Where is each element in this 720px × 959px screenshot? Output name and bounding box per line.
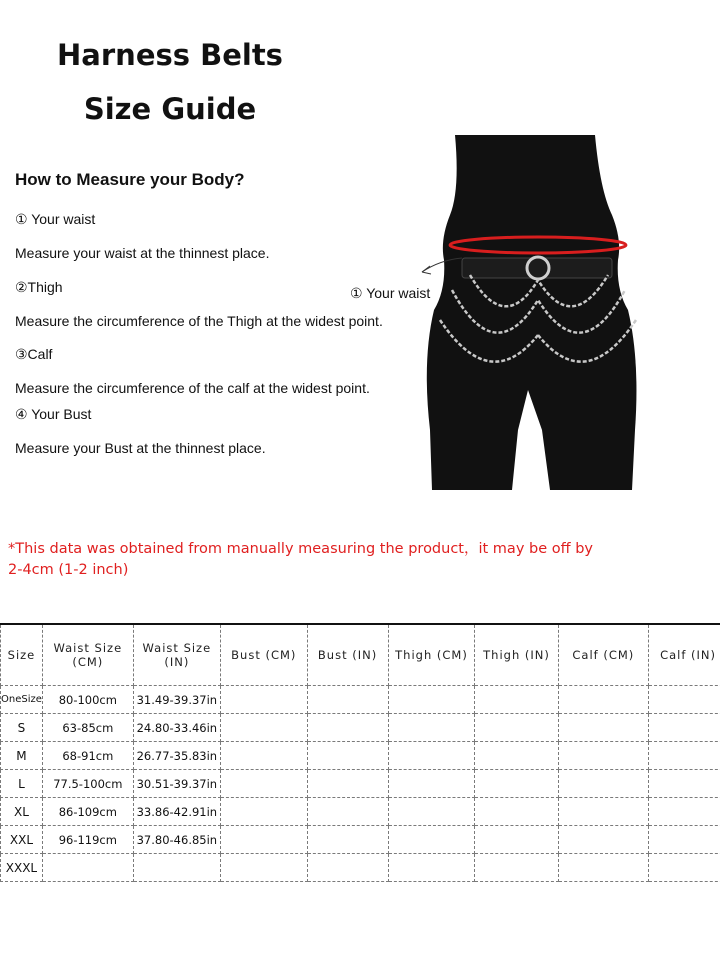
thigh-cm-cell — [388, 714, 475, 742]
thigh-cm-cell — [388, 798, 475, 826]
howto-heading: How to Measure your Body? — [15, 170, 245, 189]
note-line1: *This data was obtained from manually measuring the product，it may be off by — [8, 541, 593, 557]
step-bust-label: ④ Your Bust — [15, 406, 92, 422]
thigh-in-cell — [475, 714, 558, 742]
header-bust-in: Bust (IN) — [307, 624, 388, 686]
waist-cm-cell: 63-85cm — [42, 714, 133, 742]
page-subtitle: Size Guide — [83, 92, 257, 126]
table-row — [1, 798, 720, 826]
waist-in-cell: 26.77-35.83in — [133, 742, 220, 770]
waist-cm-cell: 86-109cm — [42, 798, 133, 826]
bust-in-cell — [307, 798, 388, 826]
calf-cm-cell — [558, 826, 649, 854]
waist-in-cell: 31.49-39.37in — [133, 686, 220, 714]
bust-in-cell — [307, 714, 388, 742]
size-cell: OneSize — [1, 686, 43, 714]
calf-in-cell — [649, 854, 720, 882]
calf-cm-cell — [558, 686, 649, 714]
thigh-in-cell — [475, 770, 558, 798]
bust-in-cell — [307, 686, 388, 714]
thigh-in-cell — [475, 742, 558, 770]
thigh-cm-cell — [388, 826, 475, 854]
step-calf-desc: Measure the circumference of the calf at the widest point. — [15, 380, 370, 396]
header-calf-in: Calf (IN) — [649, 624, 720, 686]
size-table — [0, 623, 720, 882]
table-header-row — [1, 624, 720, 686]
size-cell: XXXL — [1, 854, 43, 882]
waist-in-cell — [133, 854, 220, 882]
bust-in-cell — [307, 742, 388, 770]
calf-cm-cell — [558, 742, 649, 770]
size-cell: L — [1, 770, 43, 798]
calf-in-cell — [649, 742, 720, 770]
waist-annotation: ① Your waist — [350, 285, 431, 301]
bust-cm-cell — [220, 742, 307, 770]
step-thigh-desc: Measure the circumference of the Thigh at the widest point. — [15, 313, 383, 329]
bust-cm-cell — [220, 826, 307, 854]
size-cell: S — [1, 714, 43, 742]
bust-in-cell — [307, 770, 388, 798]
header-size: Size — [1, 624, 43, 686]
waist-in-cell: 37.80-46.85in — [133, 826, 220, 854]
note-line2: 2-4cm (1-2 inch) — [8, 562, 129, 578]
calf-cm-cell — [558, 854, 649, 882]
thigh-cm-cell — [388, 686, 475, 714]
thigh-cm-cell — [388, 854, 475, 882]
calf-cm-cell — [558, 798, 649, 826]
calf-in-cell — [649, 798, 720, 826]
calf-cm-cell — [558, 770, 649, 798]
thigh-cm-cell — [388, 770, 475, 798]
thigh-in-cell — [475, 826, 558, 854]
waist-cm-cell: 68-91cm — [42, 742, 133, 770]
header-thigh-cm: Thigh (CM) — [388, 624, 475, 686]
waist-cm-cell: 80-100cm — [42, 686, 133, 714]
step-thigh-label: ②Thigh — [15, 279, 63, 295]
table-row — [1, 854, 720, 882]
bust-in-cell — [307, 854, 388, 882]
bust-in-cell — [307, 826, 388, 854]
bust-cm-cell — [220, 798, 307, 826]
waist-in-cell: 33.86-42.91in — [133, 798, 220, 826]
thigh-in-cell — [475, 798, 558, 826]
page-title: Harness Belts — [57, 38, 283, 72]
step-waist-label: ① Your waist — [15, 211, 96, 227]
waist-in-cell: 30.51-39.37in — [133, 770, 220, 798]
size-cell: XL — [1, 798, 43, 826]
step-calf-label: ③Calf — [15, 346, 53, 362]
waist-cm-cell — [42, 854, 133, 882]
thigh-in-cell — [475, 686, 558, 714]
thigh-cm-cell — [388, 742, 475, 770]
waist-in-cell: 24.80-33.46in — [133, 714, 220, 742]
calf-in-cell — [649, 686, 720, 714]
thigh-in-cell — [475, 854, 558, 882]
calf-in-cell — [649, 826, 720, 854]
calf-in-cell — [649, 770, 720, 798]
step-waist-desc: Measure your waist at the thinnest place. — [15, 245, 270, 261]
bust-cm-cell — [220, 714, 307, 742]
table-row — [1, 714, 720, 742]
waist-cm-cell: 96-119cm — [42, 826, 133, 854]
table-row — [1, 770, 720, 798]
header-bust-cm: Bust (CM) — [220, 624, 307, 686]
calf-cm-cell — [558, 714, 649, 742]
waist-cm-cell: 77.5-100cm — [42, 770, 133, 798]
table-row — [1, 686, 720, 714]
step-bust-desc: Measure your Bust at the thinnest place. — [15, 440, 266, 456]
header-thigh-in: Thigh (IN) — [475, 624, 558, 686]
size-cell: XXL — [1, 826, 43, 854]
size-cell: M — [1, 742, 43, 770]
mannequin-image — [400, 130, 660, 495]
table-row — [1, 826, 720, 854]
table-row — [1, 742, 720, 770]
bust-cm-cell — [220, 770, 307, 798]
bust-cm-cell — [220, 686, 307, 714]
bust-cm-cell — [220, 854, 307, 882]
header-waist-in: Waist Size (IN) — [133, 624, 220, 686]
calf-in-cell — [649, 714, 720, 742]
header-calf-cm: Calf (CM) — [558, 624, 649, 686]
header-waist-cm: Waist Size (CM) — [42, 624, 133, 686]
